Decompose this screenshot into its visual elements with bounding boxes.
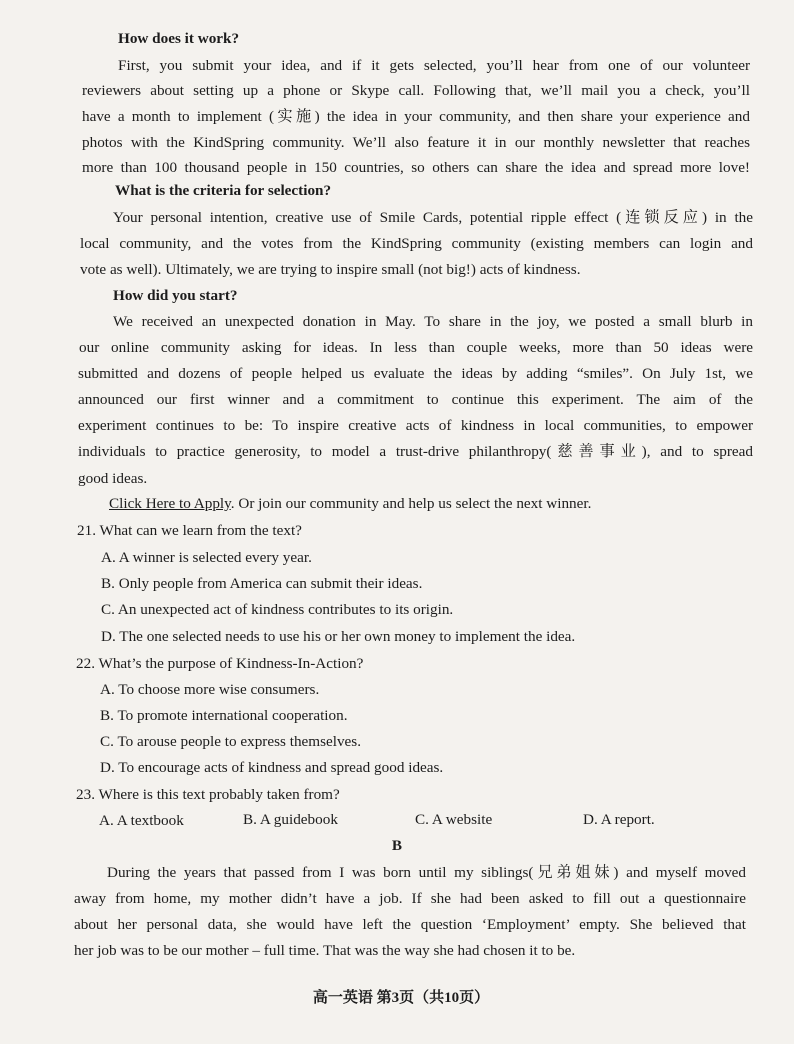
question-23-stem: 23. Where is this text probably taken from? [76, 786, 340, 803]
paragraph-line: her job was to be our mother – full time. That was the way she had chosen it to be. [74, 942, 576, 959]
question-22-option-c: C. To arouse people to express themselves. [100, 733, 362, 750]
question-22-option-a: A. To choose more wise consumers. [100, 681, 320, 698]
paragraph-line: photos with the KindSpring community. We’ll also feature it in our monthly newsletter that reaches [82, 134, 750, 151]
question-22-option-d: D. To encourage acts of kindness and spread good ideas. [100, 759, 444, 776]
apply-line [109, 494, 591, 514]
question-21-stem: 21. What can we learn from the text? [77, 522, 302, 539]
paragraph-line: submitted and dozens of people helped us evaluate the ideas by adding “smiles”. On July 1st, we [78, 365, 753, 382]
paragraph-line: have a month to implement (实施) the idea in your community, and then share your experience and [82, 108, 750, 125]
paragraph-line: about her personal data, she would have left the question ‘Employment’ empty. She believed that [74, 916, 746, 933]
question-21-option-a: A. A winner is selected every year. [101, 549, 312, 566]
heading-how-did-you-start: How did you start? [113, 287, 238, 304]
page-footer: 高一英语 第3页（共10页） [312, 990, 490, 1006]
question-23-option-c: C. A website [415, 811, 493, 828]
paragraph-line: local community, and the votes from the KindSpring community (existing members can login and [80, 235, 753, 252]
paragraph-line: vote as well). Ultimately, we are trying to inspire small (not big!) acts of kindness. [80, 261, 581, 278]
question-21-option-d: D. The one selected needs to use his or her own money to implement the idea. [101, 628, 576, 645]
paragraph-line: announced our first winner and a commitment to continue this experiment. The aim of the [78, 391, 753, 408]
heading-criteria: What is the criteria for selection? [115, 182, 332, 199]
question-21-option-c: C. An unexpected act of kindness contributes to its origin. [101, 601, 454, 618]
paragraph-line: individuals to practice generosity, to model a trust-drive philanthropy(慈善事业), and to spread [78, 443, 753, 460]
question-23-option-b: B. A guidebook [243, 811, 338, 828]
apply-link[interactable]: Click Here to Apply [109, 495, 231, 512]
question-22-option-b: B. To promote international cooperation. [100, 707, 348, 724]
paragraph-line: Your personal intention, creative use of Smile Cards, potential ripple effect (连锁反应) in the [113, 209, 753, 226]
question-21-option-b: B. Only people from America can submit their ideas. [101, 575, 423, 592]
question-22-stem: 22. What’s the purpose of Kindness-In-Action? [76, 655, 364, 672]
section-b-heading: B [391, 837, 403, 854]
apply-line-rest: . Or join our community and help us select the next winner. [230, 495, 592, 512]
paragraph-line: We received an unexpected donation in May. To share in the joy, we posted a small blurb in [113, 313, 753, 330]
question-23-option-a: A. A textbook [99, 812, 184, 829]
paragraph-line: more than 100 thousand people in 150 countries, so others can share the idea and spread more love! [82, 159, 750, 176]
paragraph-line: During the years that passed from I was born until my siblings(兄弟姐妹) and myself moved [107, 864, 746, 881]
question-23-option-d: D. A report. [583, 811, 655, 828]
paragraph-line: our online community asking for ideas. In less than couple weeks, more than 50 ideas were [79, 339, 753, 356]
paragraph-line: away from home, my mother didn’t have a job. If she had been asked to fill out a questionnaire [74, 890, 746, 907]
paragraph-line: First, you submit your idea, and if it gets selected, you’ll hear from one of our volunteer [118, 57, 750, 74]
paragraph-line: good ideas. [78, 470, 148, 487]
heading-how-does-it-work: How does it work? [118, 30, 240, 47]
paragraph-line: reviewers about setting up a phone or Skype call. Following that, we’ll mail you a check, you’ll [82, 82, 750, 99]
paragraph-line: experiment continues to be: To inspire creative acts of kindness in local communities, to empower [78, 417, 753, 434]
